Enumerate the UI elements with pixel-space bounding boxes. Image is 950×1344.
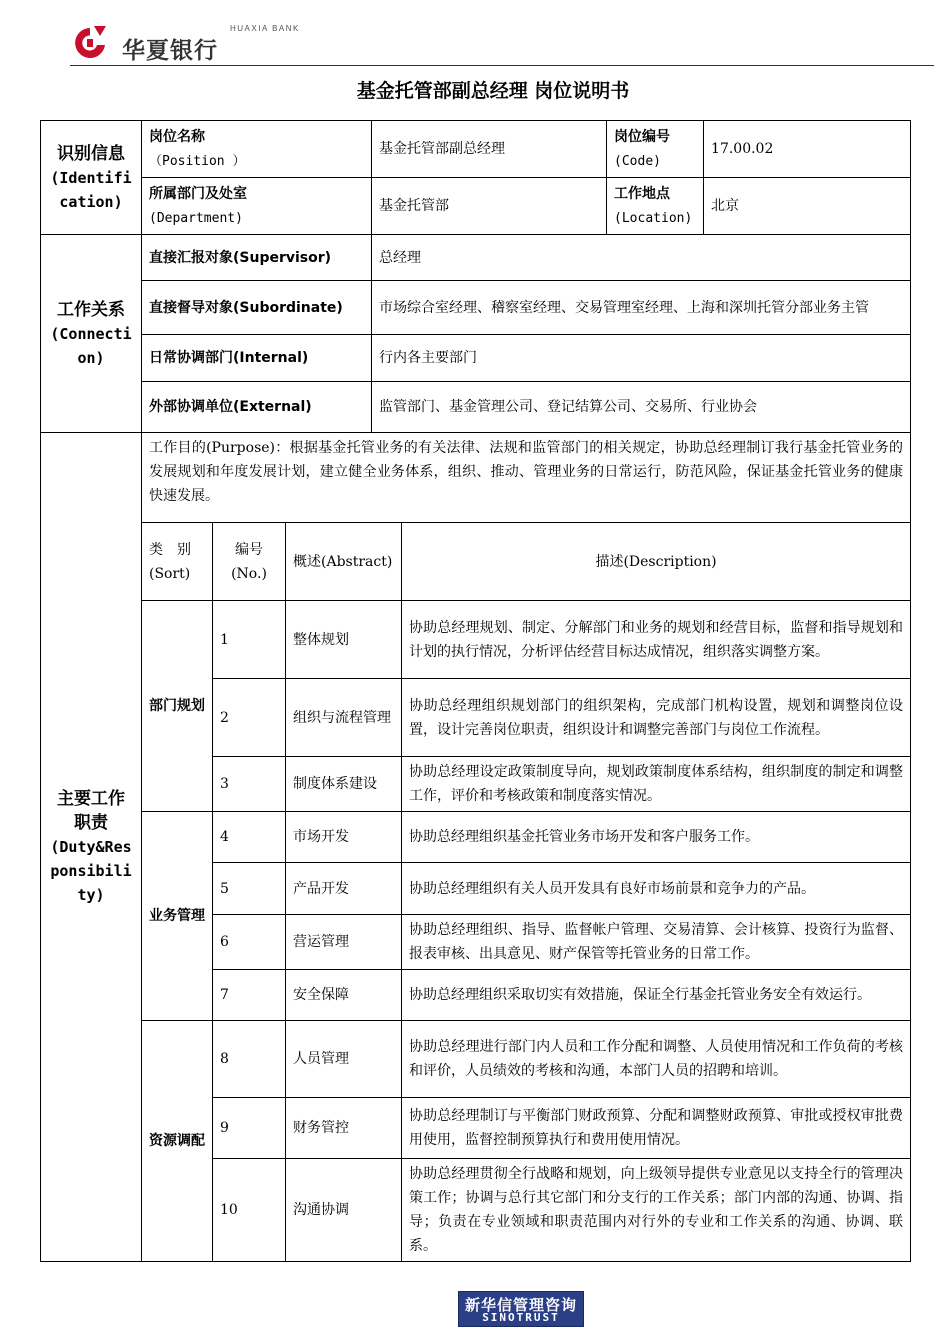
work-purpose: 工作目的(Purpose)：根据基金托管业务的有关法律、法规和监管部门的相关规定，协助总经理制订我行基金托管业务的发展规划和年度发展计划，建立健全业务体系，组织、推动、管理业务的日常运行，防范风险，保证基金托管业务的健康快速发展。 <box>142 433 911 523</box>
duty-description: 协助总经理制订与平衡部门财政预算、分配和调整财政预算、审批或授权审批费用使用，监督控制预算执行和费用使用情况。 <box>402 1098 911 1159</box>
location-label: 工作地点 (Location) <box>607 178 704 235</box>
duty-abstract: 人员管理 <box>286 1021 402 1098</box>
duty-no: 10 <box>213 1159 286 1262</box>
position-label: 岗位名称 （Position ） <box>142 121 372 178</box>
duty-abstract: 组织与流程管理 <box>286 679 402 757</box>
relations-section-label: 工作关系 (Connection) <box>41 235 142 433</box>
duty-no: 2 <box>213 679 286 757</box>
subordinate-value: 市场综合室经理、稽察室经理、交易管理室经理、上海和深圳托管分部业务主管 <box>372 281 911 335</box>
bank-name-en: HUAXIA BANK <box>230 24 300 33</box>
duty-no: 8 <box>213 1021 286 1098</box>
sort-department-planning: 部门规划 <box>142 601 213 812</box>
external-label: 外部协调单位(External) <box>142 382 372 433</box>
duty-no: 3 <box>213 757 286 812</box>
duty-abstract: 沟通协调 <box>286 1159 402 1262</box>
header-description: 描述(Description) <box>402 523 911 601</box>
duty-abstract: 制度体系建设 <box>286 757 402 812</box>
location-value: 北京 <box>704 178 911 235</box>
subordinate-label: 直接督导对象(Subordinate) <box>142 281 372 335</box>
duty-abstract: 营运管理 <box>286 915 402 970</box>
duty-no: 7 <box>213 970 286 1021</box>
duty-no: 4 <box>213 812 286 863</box>
huaxia-bank-logo-icon <box>70 24 110 62</box>
page-header <box>70 22 934 66</box>
bank-name-cn: 华夏银行 <box>122 38 218 64</box>
internal-label: 日常协调部门(Internal) <box>142 335 372 382</box>
header-divider <box>70 65 934 66</box>
duty-abstract: 产品开发 <box>286 863 402 915</box>
header-no: 编号(No.) <box>213 523 286 601</box>
sinotrust-logo <box>458 1291 584 1327</box>
duty-description: 协助总经理组织、指导、监督帐户管理、交易清算、会计核算、投资行为监督、报表审核、出具意见、财产保管等托管业务的日常工作。 <box>402 915 911 970</box>
duty-description: 协助总经理组织采取切实有效措施，保证全行基金托管业务安全有效运行。 <box>402 970 911 1021</box>
duty-no: 6 <box>213 915 286 970</box>
department-value: 基金托管部 <box>372 178 607 235</box>
external-value: 监管部门、基金管理公司、登记结算公司、交易所、行业协会 <box>372 382 911 433</box>
duty-no: 9 <box>213 1098 286 1159</box>
code-value: 17.00.02 <box>704 121 911 178</box>
duty-description: 协助总经理贯彻全行战略和规划，向上级领导提供专业意见以支持全行的管理决策工作；协调与总行其它部门和分支行的工作关系；部门内部的沟通、协调、指导；负责在专业领域和职责范围内对行外的专业和工作关系的沟通、协调、联系。 <box>402 1159 911 1262</box>
duty-description: 协助总经理组织规划部门的组织架构，完成部门机构设置，规划和调整岗位设置，设计完善岗位职责，组织设计和调整完善部门与岗位工作流程。 <box>402 679 911 757</box>
duty-description: 协助总经理设定政策制度导向，规划政策制度体系结构，组织制度的制定和调整工作，评价和考核政策和制度落实情况。 <box>402 757 911 812</box>
duties-section-label: 主要工作职责 (Duty&Responsibility) <box>41 433 142 1262</box>
duty-abstract: 市场开发 <box>286 812 402 863</box>
header-sort: 类 别(Sort) <box>142 523 213 601</box>
sort-business-management: 业务管理 <box>142 812 213 1021</box>
duty-description: 协助总经理进行部门内人员和工作分配和调整、人员使用情况和工作负荷的考核和评价，人员绩效的考核和沟通，本部门人员的招聘和培训。 <box>402 1021 911 1098</box>
internal-value: 行内各主要部门 <box>372 335 911 382</box>
duty-no: 5 <box>213 863 286 915</box>
supervisor-label: 直接汇报对象(Supervisor) <box>142 235 372 281</box>
code-label: 岗位编号 (Code) <box>607 121 704 178</box>
department-label: 所属部门及处室 (Department) <box>142 178 372 235</box>
job-description-table <box>40 120 911 1262</box>
duty-description: 协助总经理组织基金托管业务市场开发和客户服务工作。 <box>402 812 911 863</box>
header-abstract: 概述(Abstract) <box>286 523 402 601</box>
duty-abstract: 安全保障 <box>286 970 402 1021</box>
identification-section-label: 识别信息 (Identification) <box>41 121 142 235</box>
footer-logo-cn: 新华信管理咨询 <box>464 1296 577 1314</box>
sort-resource-allocation: 资源调配 <box>142 1021 213 1262</box>
duty-no: 1 <box>213 601 286 679</box>
position-value: 基金托管部副总经理 <box>372 121 607 178</box>
document-title: 基金托管部副总经理 岗位说明书 <box>356 80 630 102</box>
footer-logo-en: SINOTRUST <box>482 1311 560 1324</box>
duty-abstract: 整体规划 <box>286 601 402 679</box>
duty-description: 协助总经理规划、制定、分解部门和业务的规划和经营目标，监督和指导规划和计划的执行情况，分析评估经营目标达成情况，组织落实调整方案。 <box>402 601 911 679</box>
duty-abstract: 财务管控 <box>286 1098 402 1159</box>
supervisor-value: 总经理 <box>372 235 911 281</box>
duty-description: 协助总经理组织有关人员开发具有良好市场前景和竞争力的产品。 <box>402 863 911 915</box>
